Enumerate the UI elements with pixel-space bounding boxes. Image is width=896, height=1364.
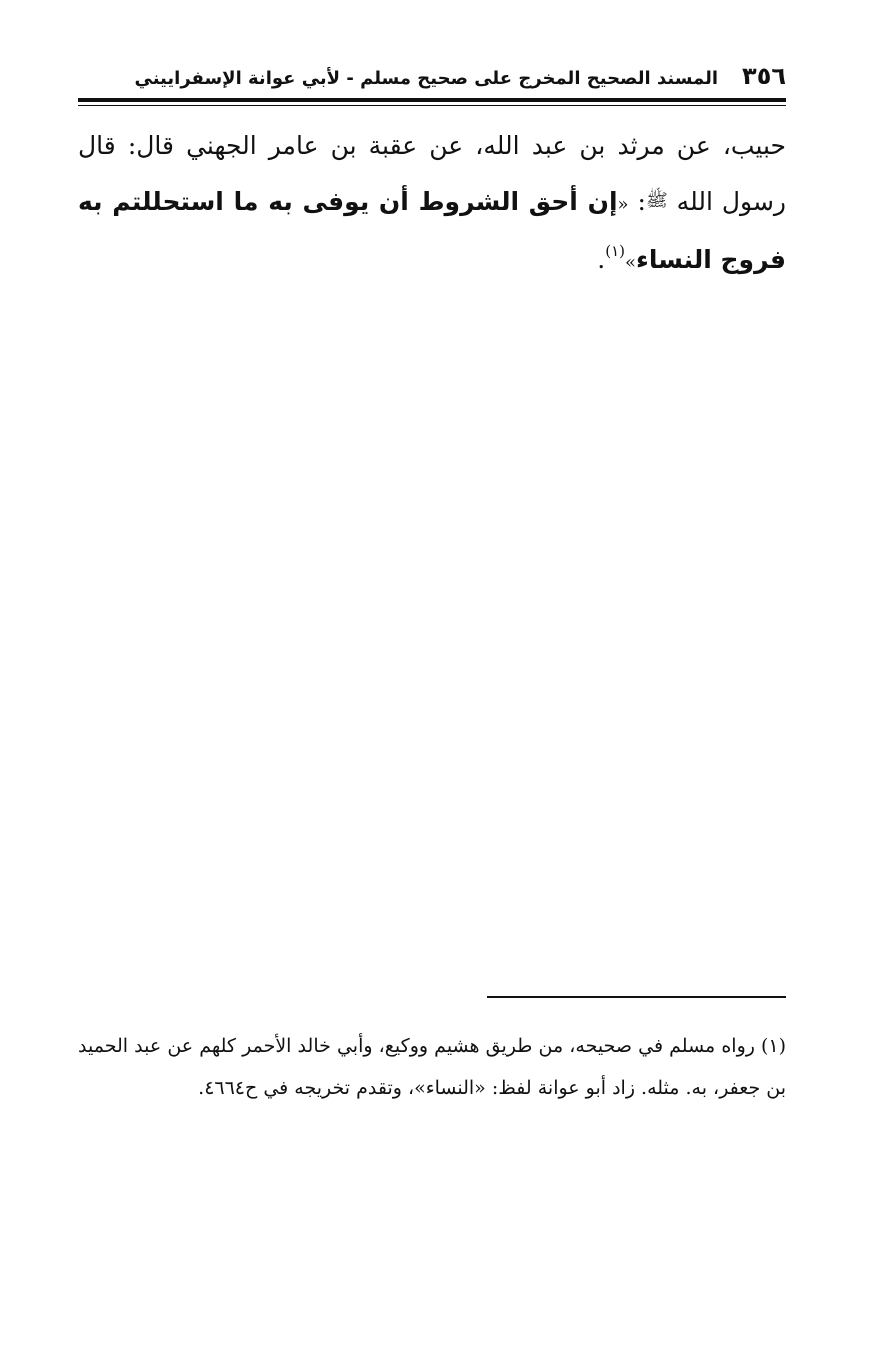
footnote-separator bbox=[487, 996, 786, 998]
footnote-reference: (١) bbox=[605, 242, 626, 260]
open-quote: « bbox=[617, 194, 629, 215]
end-punctuation: . bbox=[597, 245, 606, 274]
footnote-text: رواه مسلم في صحيحه، من طريق هشيم ووكيع، وأبي خالد الأحمر كلهم عن عبد الحميد بن جعفر، به. مثله. زاد أبو عوانة لفظ: «النساء»، وتقدم تخريجه في ح٤٦٦٤. bbox=[78, 1035, 786, 1099]
main-text: حبيب، عن مرثد بن عبد الله، عن عقبة بن عامر الجهني قال: قال رسول الله ﷺ: «إن أحق الشروط أن يوفى به ما استحللتم به فروج النساء»$^{(١)}$. bbox=[78, 131, 786, 274]
narration-text: حبيب، عن مرثد بن عبد الله، عن عقبة بن عامر الجهني قال: قال رسول الله bbox=[78, 131, 786, 216]
page-number: ٣٥٦ bbox=[742, 62, 786, 90]
running-title: المسند الصحيح المخرج على صحيح مسلم - لأبي عوانة الإسفراييني bbox=[134, 68, 719, 89]
hadith-text: إن أحق الشروط أن يوفى به ما استحللتم به فروج النساء bbox=[78, 187, 786, 274]
header-rule-thick bbox=[78, 98, 786, 102]
footnote bbox=[78, 1025, 786, 1109]
footnote-marker: (١) bbox=[760, 1035, 786, 1057]
salawat-icon: ﷺ bbox=[645, 190, 668, 211]
page-header bbox=[78, 62, 786, 98]
close-quote: » bbox=[625, 252, 637, 273]
header-rule-thin bbox=[78, 105, 786, 106]
